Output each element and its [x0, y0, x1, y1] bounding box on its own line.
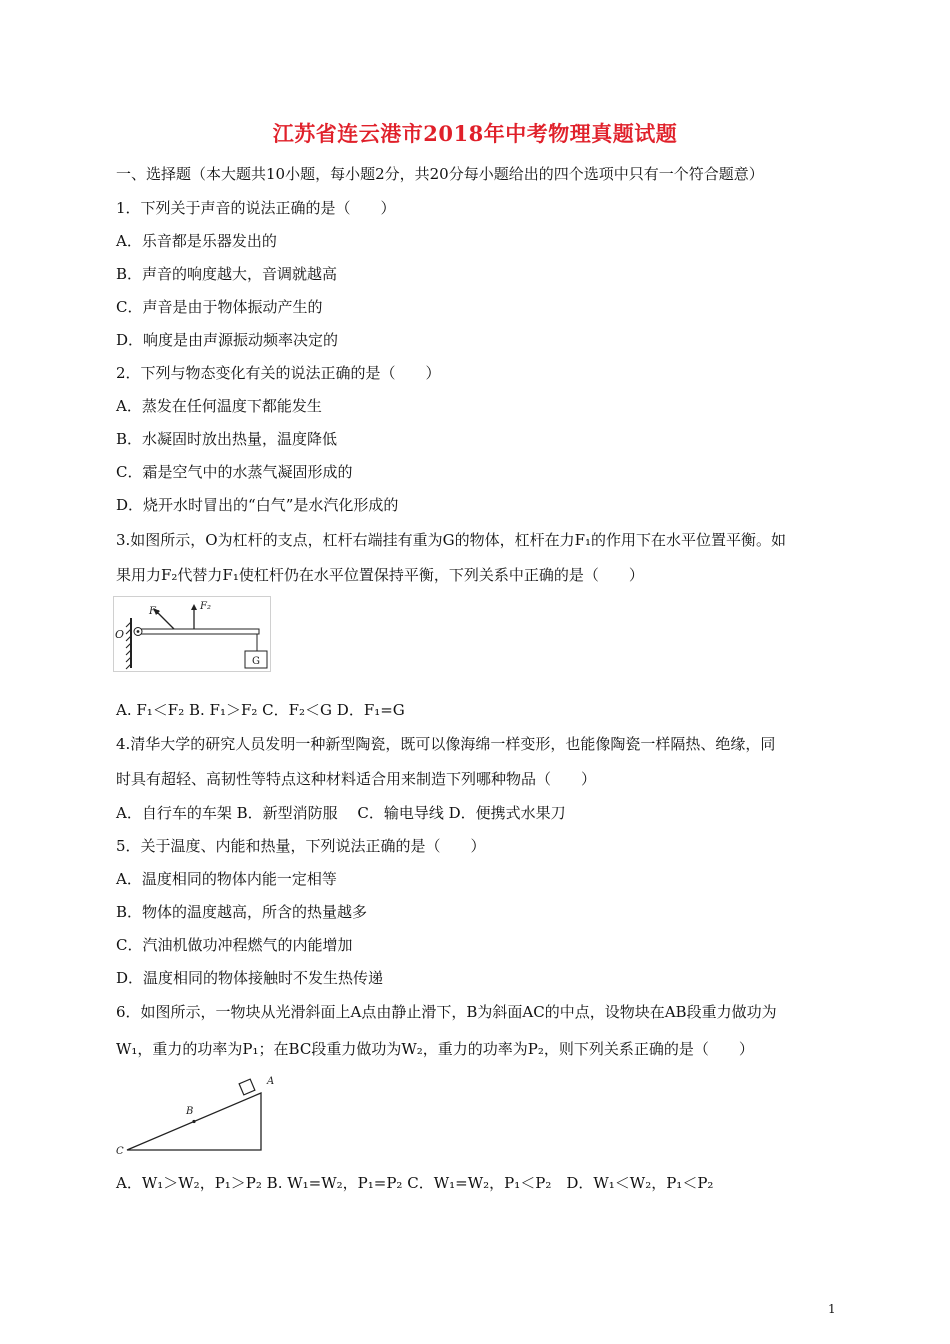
label-a: A	[267, 1076, 275, 1087]
question-3-options: A. F₁＜F₂ B. F₁＞F₂ C．F₂＜G D．F₁=G	[116, 701, 405, 719]
section-header: 一、选择题（本大题共10小题，每小题2分，共20分每小题给出的四个选项中只有一个符合题意）	[116, 165, 764, 183]
question-1-option-c: C．声音是由于物体振动产生的	[116, 298, 323, 316]
block	[239, 1079, 255, 1095]
question-6-stem-line-1: 6．如图所示，一物块从光滑斜面上A点由静止滑下，B为斜面AC的中点，设物块在AB段重力做功为	[116, 1003, 777, 1021]
question-3-stem-line-1: 3.如图所示，O为杠杆的支点，杠杆右端挂有重为G的物体，杠杆在力F₁的作用下在水平位置平衡。如	[116, 531, 787, 549]
label-f1: F₁	[149, 606, 160, 617]
label-o: O	[115, 628, 125, 641]
question-4-stem-line-1: 4.清华大学的研究人员发明一种新型陶瓷，既可以像海绵一样变形，也能像陶瓷一样隔热、绝缘，同	[116, 735, 776, 753]
question-6-stem-line-2: W₁，重力的功率为P₁；在BC段重力做功为W₂，重力的功率为P₂，则下列关系正确的是（ ）	[116, 1040, 754, 1058]
question-1-option-a: A．乐音都是乐器发出的	[116, 232, 277, 250]
page-title: 江苏省连云港市2018年中考物理真题试题	[272, 121, 678, 146]
question-2-stem: 2．下列与物态变化有关的说法正确的是（ ）	[116, 364, 441, 382]
question-2-option-c: C．霜是空气中的水蒸气凝固形成的	[116, 463, 353, 481]
label-c: C	[116, 1146, 124, 1156]
question-6-options: A．W₁＞W₂，P₁＞P₂ B. W₁=W₂，P₁=P₂ C．W₁=W₂，P₁＜P₂ D．W₁＜W₂，P₁＜P₂	[116, 1174, 714, 1192]
page-number: 1	[828, 1302, 836, 1316]
question-1-option-b: B．声音的响度越大，音调就越高	[116, 265, 338, 283]
question-1-option-d: D．响度是由声源振动频率决定的	[116, 331, 339, 349]
question-4-stem-line-2: 时具有超轻、高韧性等特点这种材料适合用来制造下列哪种物品（ ）	[116, 770, 597, 788]
question-2-option-a: A．蒸发在任何温度下都能发生	[116, 397, 322, 415]
question-5-option-a: A．温度相同的物体内能一定相等	[116, 870, 337, 888]
question-5-option-d: D．温度相同的物体接触时不发生热传递	[116, 969, 384, 987]
question-1-stem: 1．下列关于声音的说法正确的是（ ）	[116, 199, 396, 217]
point-b	[192, 1120, 195, 1123]
question-2-option-d: D．烧开水时冒出的“白气”是水汽化形成的	[116, 496, 399, 514]
question-5-option-c: C．汽油机做功冲程燃气的内能增加	[116, 936, 353, 954]
lever-bar	[135, 629, 259, 634]
label-g: G	[252, 656, 260, 667]
question-2-option-b: B．水凝固时放出热量，温度降低	[116, 430, 338, 448]
question-4-options: A．自行车的车架 B．新型消防服 C．输电导线 D．便携式水果刀	[116, 804, 566, 822]
lever-figure	[113, 596, 271, 672]
question-5-option-b: B．物体的温度越高，所含的热量越多	[116, 903, 368, 921]
question-3-stem-line-2: 果用力F₂代替力F₁使杠杆仍在水平位置保持平衡，下列关系中正确的是（ ）	[116, 566, 644, 584]
incline-figure	[113, 1066, 283, 1156]
label-b: B	[186, 1106, 194, 1117]
label-f2: F₂	[200, 601, 211, 612]
question-5-stem: 5．关于温度、内能和热量，下列说法正确的是（ ）	[116, 837, 486, 855]
